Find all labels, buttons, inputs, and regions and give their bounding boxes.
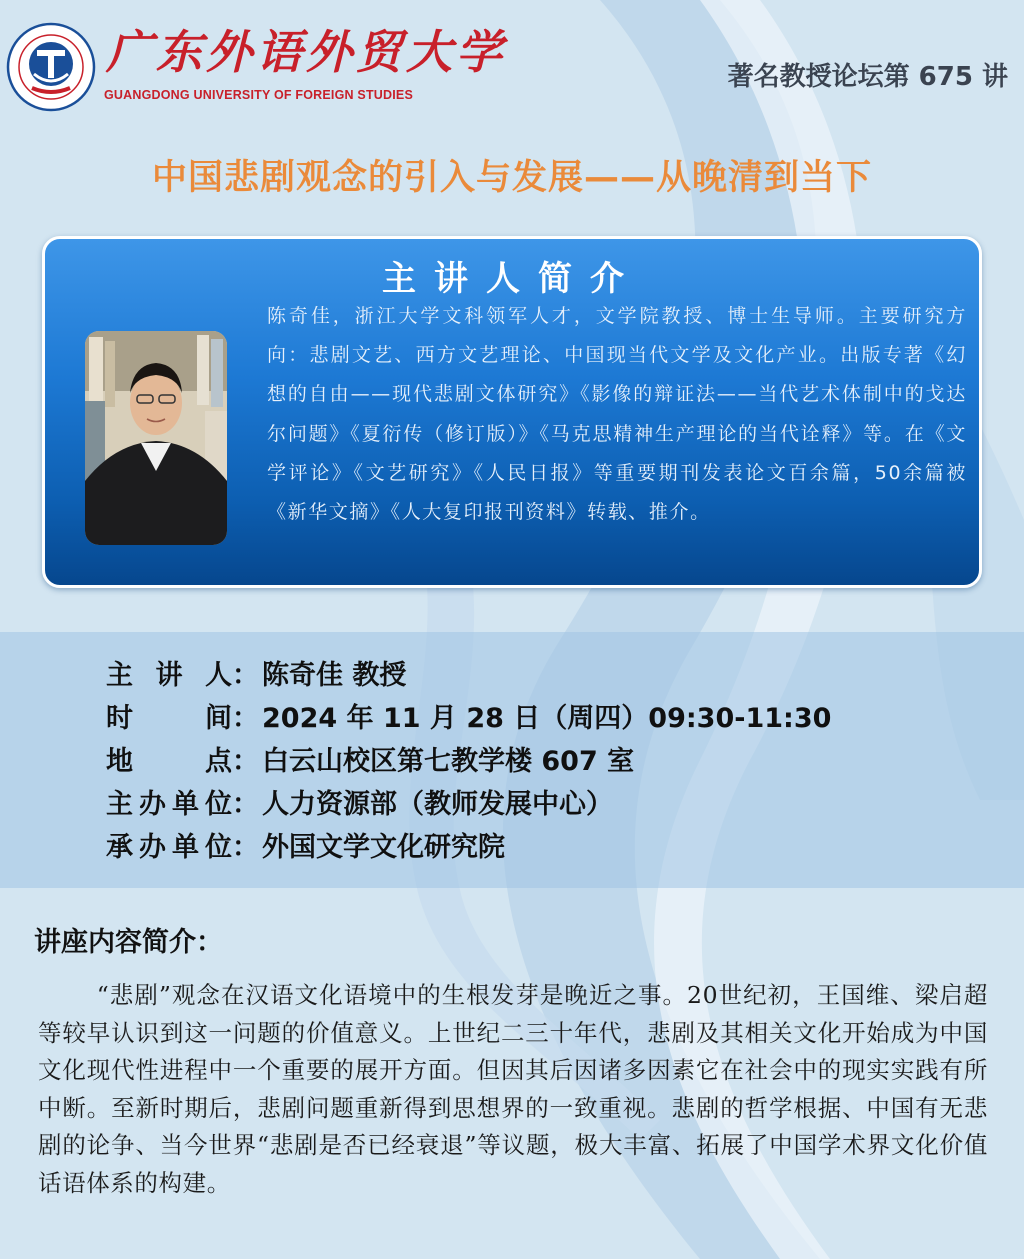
detail-organizer-value: 外国文学文化研究院 bbox=[262, 832, 505, 863]
detail-time-value: 2024 年 11 月 28 日（周四）09:30-11:30 bbox=[262, 703, 832, 734]
detail-speaker: 主 讲 人 ： 陈奇佳 教授 bbox=[106, 660, 407, 691]
label-char: 办 bbox=[139, 789, 166, 820]
forum-series-label: 著名教授论坛第 675 讲 bbox=[727, 62, 1008, 92]
speaker-card-heading: 主讲人简介 bbox=[382, 259, 642, 299]
label-char: 位 bbox=[205, 832, 232, 863]
detail-host-value: 人力资源部（教师发展中心） bbox=[262, 789, 613, 820]
label-char: 地 bbox=[106, 746, 133, 777]
intro-body: “悲剧”观念在汉语文化语境中的生根发芽是晚近之事。20世纪初，王国维、梁启超等较早认识到这一问题的价值意义。上世纪二三十年代，悲剧及其相关文化开始成为中国文化现代性进程中一个重要的展开方面。但因其后因诸多因素它在社会中的现实实践有所中断。至新时期后，悲剧问题重新得到思想界的一致重视。悲剧的哲学根据、中国有无悲剧的论争、当今世界“悲剧是否已经衰退”等议题，极大丰富、拓展了中国学术界文化价值话语体系的构建。 bbox=[38, 981, 988, 1197]
intro-heading: 讲座内容简介： bbox=[34, 927, 223, 958]
speaker-profile-card bbox=[42, 236, 982, 588]
label-char: 时 bbox=[106, 703, 133, 734]
detail-speaker-label bbox=[106, 659, 232, 693]
detail-place-label bbox=[106, 745, 232, 779]
detail-place: 地 点 ： 白云山校区第七教学楼 607 室 bbox=[106, 746, 635, 777]
label-char: 位 bbox=[205, 789, 232, 820]
university-name-en: GUANGDONG UNIVERSITY OF FOREIGN STUDIES bbox=[104, 88, 413, 102]
detail-organizer: 承 办 单 位 ： 外国文学文化研究院 bbox=[106, 832, 505, 863]
label-char: 单 bbox=[172, 789, 199, 820]
detail-speaker-value: 陈奇佳 教授 bbox=[262, 660, 407, 691]
label-char: 办 bbox=[139, 832, 166, 863]
label-char: 主 bbox=[106, 789, 133, 820]
label-char: 间 bbox=[205, 703, 232, 734]
detail-place-value: 白云山校区第七教学楼 607 室 bbox=[262, 746, 635, 777]
label-char: 承 bbox=[106, 832, 133, 863]
detail-time: 时 间 ： 2024 年 11 月 28 日（周四）09:30-11:30 bbox=[106, 703, 832, 734]
speaker-photo bbox=[85, 331, 227, 545]
detail-host: 主 办 单 位 ： 人力资源部（教师发展中心） bbox=[106, 789, 613, 820]
lecture-title: 中国悲剧观念的引入与发展——从晚清到当下 bbox=[151, 158, 872, 198]
label-char: 主 bbox=[106, 660, 133, 691]
detail-organizer-label bbox=[106, 831, 232, 865]
label-char: 点 bbox=[205, 746, 232, 777]
label-char: 讲 bbox=[155, 660, 183, 691]
label-char: 单 bbox=[172, 832, 199, 863]
label-char: 人 bbox=[205, 660, 232, 691]
university-seal-logo bbox=[6, 22, 96, 112]
speaker-bio: 陈奇佳，浙江大学文科领军人才，文学院教授、博士生导师。主要研究方向：悲剧文艺、西方文艺理论、中国现当代文学及文化产业。出版专著《幻想的自由——现代悲剧文体研究》《影像的辩证法——当代艺术体制中的戈达尔问题》《夏衍传（修订版）》《马克思精神生产理论的当代诠释》等。在《文学评论》《文艺研究》《人民日报》等重要期刊发表论文百余篇，50余篇被《新华文摘》《人大复印报刊资料》转载、推介。 bbox=[267, 305, 967, 524]
detail-host-label bbox=[106, 788, 232, 822]
detail-time-label bbox=[106, 702, 232, 736]
university-name-cn: 广东外语外贸大学 bbox=[106, 25, 506, 79]
